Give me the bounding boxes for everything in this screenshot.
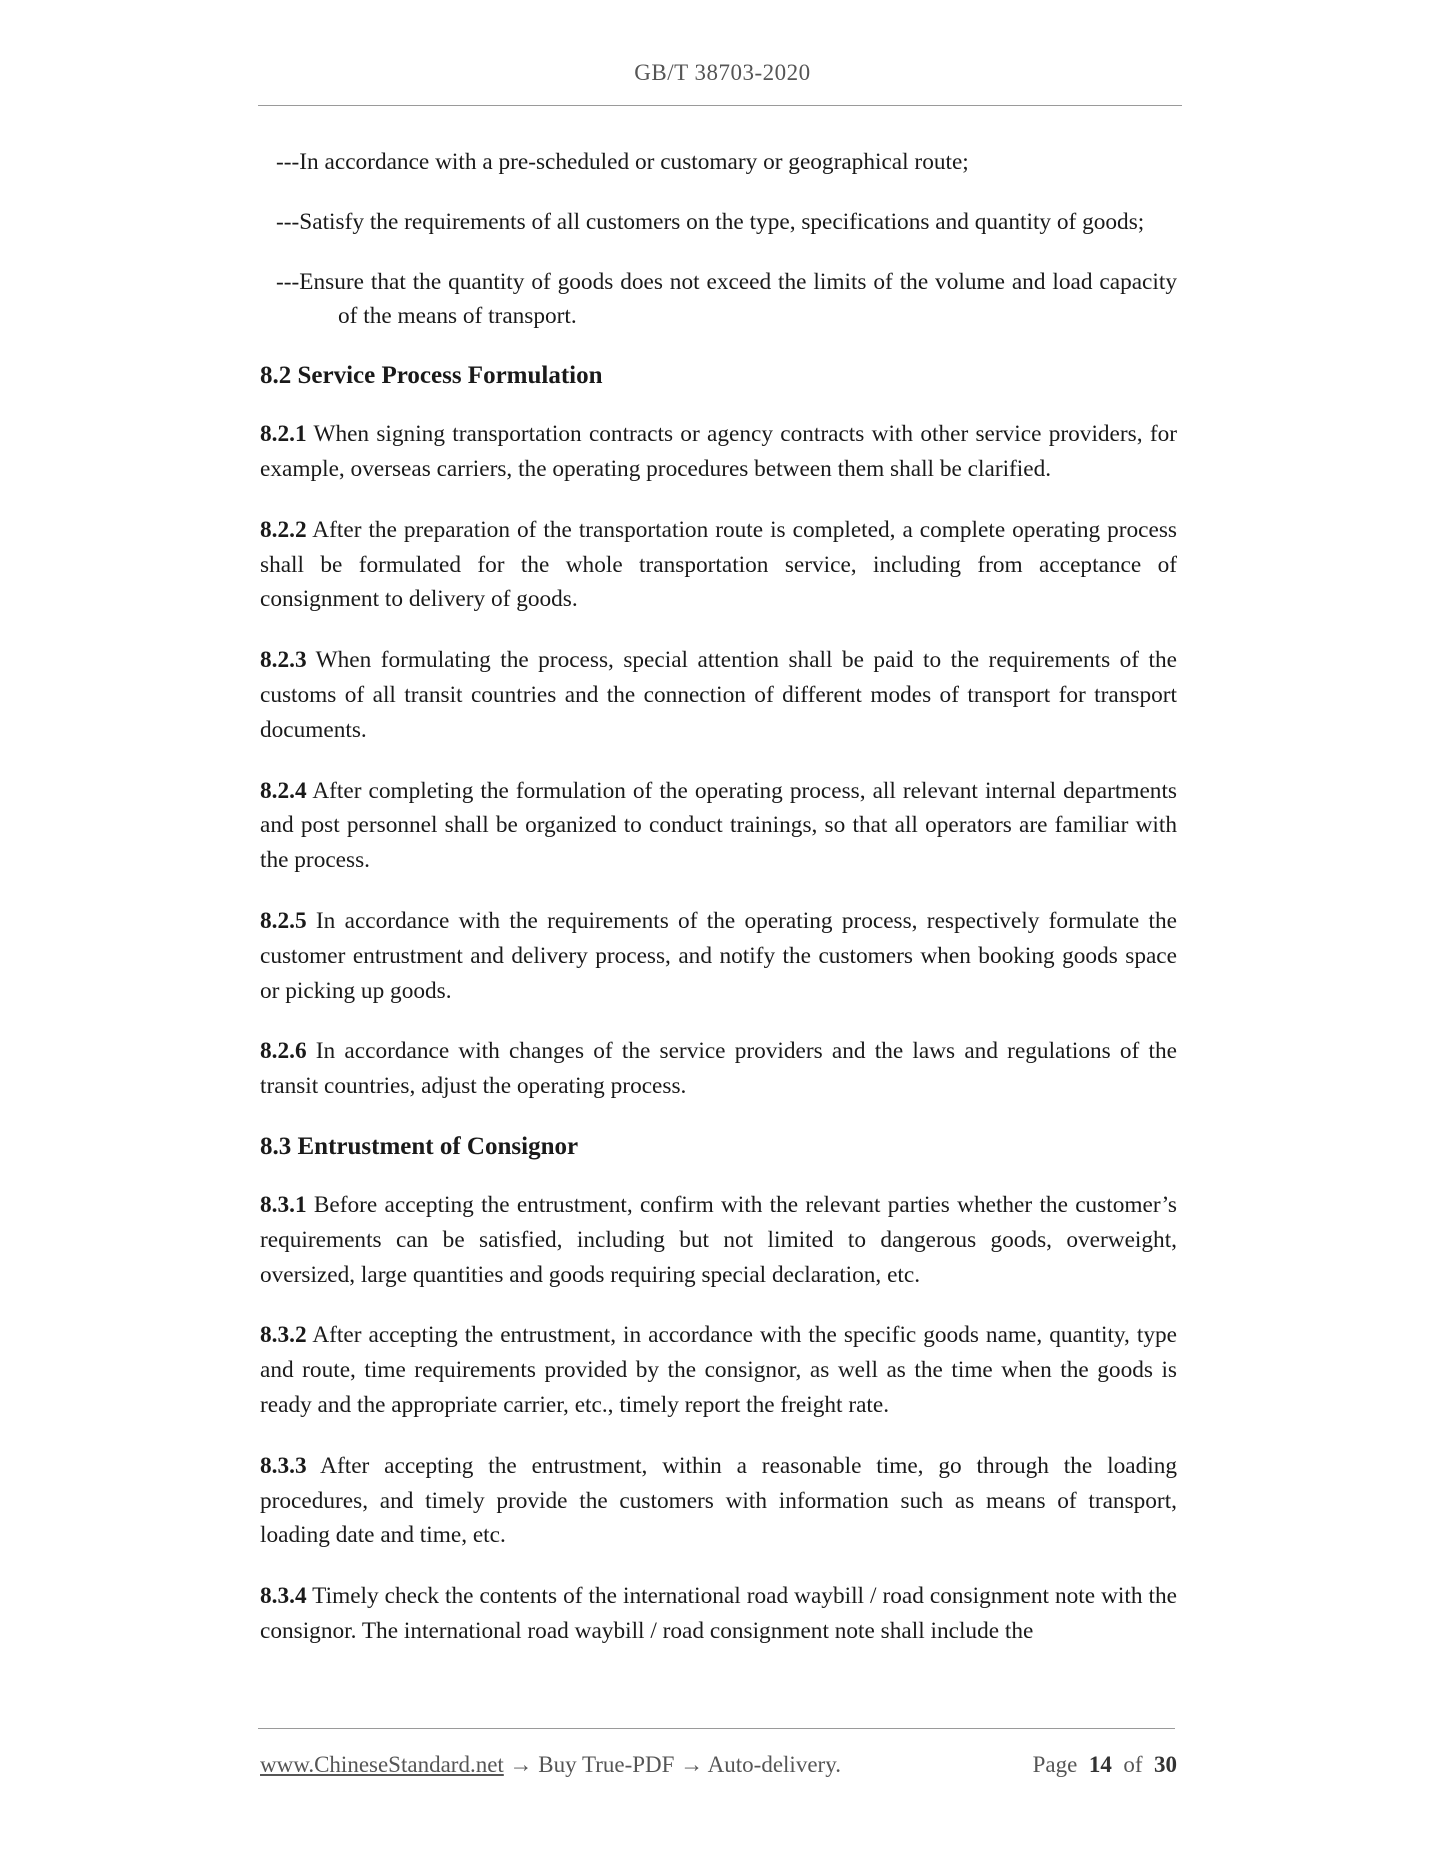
clause-number: 8.3.1: [260, 1191, 307, 1218]
clause-number: 8.2.2: [260, 516, 307, 543]
clause-text: After accepting the entrustment, within a reasonable time, go through the loading procedures, and timely provide the customers with information such as means of transport, loading date and time, etc.: [260, 1452, 1177, 1549]
bullet-dash: ---: [276, 268, 300, 295]
clause-8-3-2: [260, 1318, 1177, 1422]
of-label: of: [1123, 1752, 1143, 1777]
clause-number: 8.3.4: [260, 1583, 307, 1610]
clause-8-2-6: [260, 1034, 1177, 1104]
document-header: [0, 60, 1445, 86]
clause-8-2-4: [260, 774, 1177, 878]
clause-text: After accepting the entrustment, in accordance with the specific goods name, quantity, type and route, time requirements provided by the consignor, as well as the time when the goods is ready and the appropriate carrier, etc., timely report the freight rate.: [260, 1322, 1177, 1418]
clause-text: When signing transportation contracts or agency contracts with other service providers, for example, overseas carriers, the operating procedures between them shall be clarified.: [260, 421, 1177, 482]
header-divider: [258, 105, 1182, 106]
section-heading-8-3: 8.3 Entrustment of Consignor: [260, 1132, 579, 1160]
clause-text: Timely check the contents of the international road waybill / road consignment note with the consignor. The international road waybill / road consignment note shall include the: [260, 1583, 1177, 1644]
page-indicator: [1033, 1752, 1177, 1778]
clause-text: When formulating the process, special attention shall be paid to the requirements of the customs of all transit countries and the connection of different modes of transport for transport documents.: [260, 647, 1177, 743]
arrow-right-icon: →: [509, 1752, 533, 1777]
standard-code: GB/T 38703-2020: [634, 60, 811, 85]
current-page: 14: [1088, 1752, 1112, 1777]
clause-8-3-4: [260, 1579, 1177, 1649]
clause-number: 8.2.3: [260, 647, 307, 674]
section-heading-8-2: 8.2 Service Process Formulation: [260, 362, 603, 390]
clause-number: 8.2.4: [260, 777, 307, 804]
clause-number: 8.3.2: [260, 1322, 307, 1349]
bullet-text: Satisfy the requirements of all customers on the type, specifications and quantity of goods;: [299, 208, 1145, 235]
clause-8-2-2: [260, 513, 1177, 617]
clause-8-2-5: [260, 904, 1177, 1008]
clause-text: In accordance with changes of the service providers and the laws and regulations of the transit countries, adjust the operating process.: [260, 1038, 1177, 1100]
page-body: [260, 145, 1177, 1675]
clause-number: 8.2.5: [260, 907, 307, 934]
page-label: Page: [1032, 1752, 1078, 1777]
bullet-text: Ensure that the quantity of goods does not exceed the limits of the volume and load capacity of the means of transport.: [299, 268, 1177, 330]
bullet-dash: ---: [276, 149, 300, 175]
auto-delivery-text: Auto-delivery.: [707, 1752, 841, 1777]
clause-number: 8.2.1: [260, 421, 307, 448]
buy-pdf-text: Buy True-PDF: [538, 1752, 675, 1777]
bullet-item: [276, 205, 1177, 240]
footer-divider: [258, 1728, 1175, 1729]
bullet-item: [276, 265, 1177, 335]
bullet-dash: ---: [276, 208, 300, 235]
total-pages: 30: [1154, 1752, 1177, 1777]
clause-8-2-3: [260, 643, 1177, 747]
bullet-item: [276, 145, 1177, 180]
bullet-text: In accordance with a pre-scheduled or customary or geographical route;: [299, 149, 969, 175]
clause-text: After completing the formulation of the operating process, all relevant internal departments and post personnel shall be organized to conduct trainings, so that all operators are familiar with the process.: [260, 777, 1177, 874]
page-footer: [260, 1752, 1177, 1778]
clause-number: 8.3.3: [260, 1452, 307, 1479]
clause-text: Before accepting the entrustment, confirm with the relevant parties whether the customer’s requirements can be satisfied, including but not limited to dangerous goods, overweight, oversized, large quantities and goods requiring special declaration, etc.: [260, 1191, 1177, 1288]
clause-text: In accordance with the requirements of the operating process, respectively formulate the customer entrustment and delivery process, and notify the customers when booking goods space or picking up goods.: [260, 907, 1177, 1004]
clause-number: 8.2.6: [260, 1038, 307, 1065]
clause-8-3-3: [260, 1449, 1177, 1553]
clause-text: After the preparation of the transportation route is completed, a complete operating process shall be formulated for the whole transportation service, including from acceptance of consignment to delivery of goods.: [260, 516, 1177, 613]
arrow-right-icon: →: [680, 1752, 704, 1777]
clause-8-3-1: [260, 1188, 1177, 1292]
site-link[interactable]: www.ChineseStandard.net: [260, 1752, 504, 1777]
clause-8-2-1: [260, 417, 1177, 487]
